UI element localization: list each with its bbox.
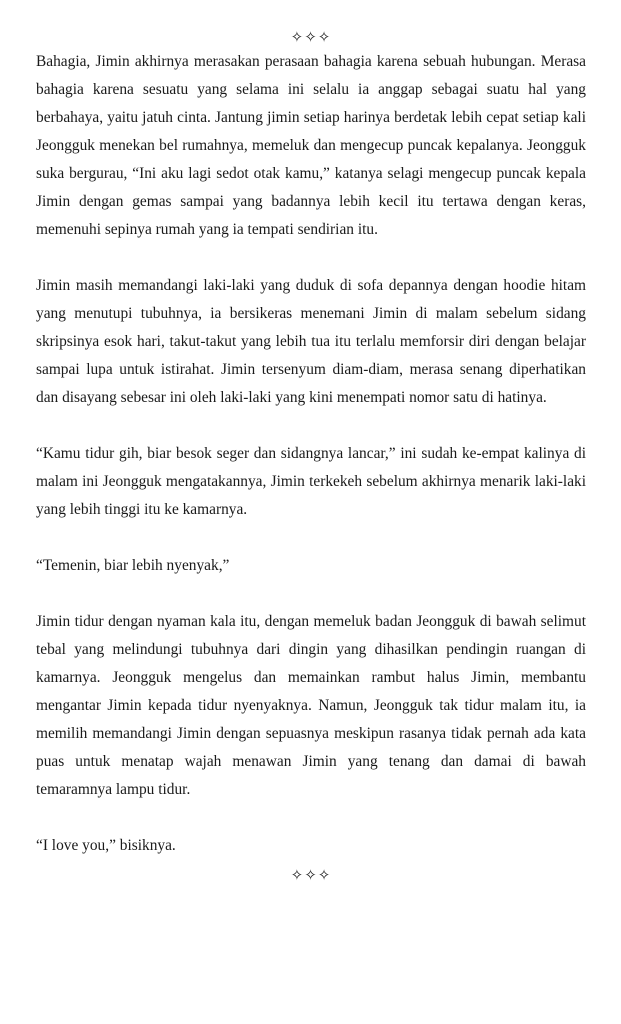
paragraph-4: “Temenin, biar lebih nyenyak,” [36,557,230,574]
paragraph-gap [36,580,586,608]
scene-divider-top: ✧✧✧ [290,28,332,46]
story-page [36,26,586,886]
paragraph-gap [36,524,586,552]
paragraph-5: Jimin tidur dengan nyaman kala itu, dengan memeluk badan Jeongguk di bawah selimut tebal yang melindungi tubuhnya dari dingin yang dihasilkan pendingin ruangan di kamarnya. Jeongguk mengelus dan memainkan rambut halus Jimin, membantu mengantar Jimin kepada tidur nyenyaknya. Namun, Jeongguk tak tidur malam itu, ia memilih memandangi Jimin dengan sepuasnya meskipun rasanya tidak pernah ada kata puas untuk menatap wajah menawan Jimin yang tenang dan damai di bawah temaramnya lampu tidur. [36,613,586,798]
paragraph-gap [36,804,586,832]
paragraph-1: Bahagia, Jimin akhirnya merasakan perasaan bahagia karena sebuah hubungan. Merasa bahagia karena sesuatu yang selama ini selalu ia anggap sebagai suatu hal yang berbahaya, yaitu jatuh cinta. Jantung jimin setiap harinya berdetak lebih cepat setiap kali Jeongguk menekan bel rumahnya, memeluk dan mengecup puncak kepalanya. Jeongguk suka bergurau, “Ini aku lagi sedot otak kamu,” katanya selagi mengecup puncak kepala Jimin dengan gemas sampai yang badannya lebih kecil itu tertawa dengan keras, memenuhi sepinya rumah yang ia tempati sendirian itu. [36,53,586,238]
paragraph-gap [36,244,586,272]
paragraph-3: “Kamu tidur gih, biar besok seger dan sidangnya lancar,” ini sudah ke-empat kalinya di malam ini Jeongguk mengatakannya, Jimin terkekeh sebelum akhirnya menarik laki-laki yang lebih tinggi itu ke kamarnya. [36,445,586,518]
scene-divider-bottom: ✧✧✧ [290,866,332,884]
paragraph-2: Jimin masih memandangi laki-laki yang duduk di sofa depannya dengan hoodie hitam yang menutupi tubuhnya, ia bersikeras menemani Jimin di malam sebelum sidang skripsinya esok hari, takut-takut yang lebih tua itu terlalu memforsir diri dengan belajar sampai lupa untuk istirahat. Jimin tersenyum diam-diam, merasa senang diperhatikan dan disayang sebesar ini oleh laki-laki yang kini menempati nomor satu di hatinya. [36,277,586,406]
paragraph-gap [36,412,586,440]
paragraph-6: “I love you,” bisiknya. [36,837,176,854]
